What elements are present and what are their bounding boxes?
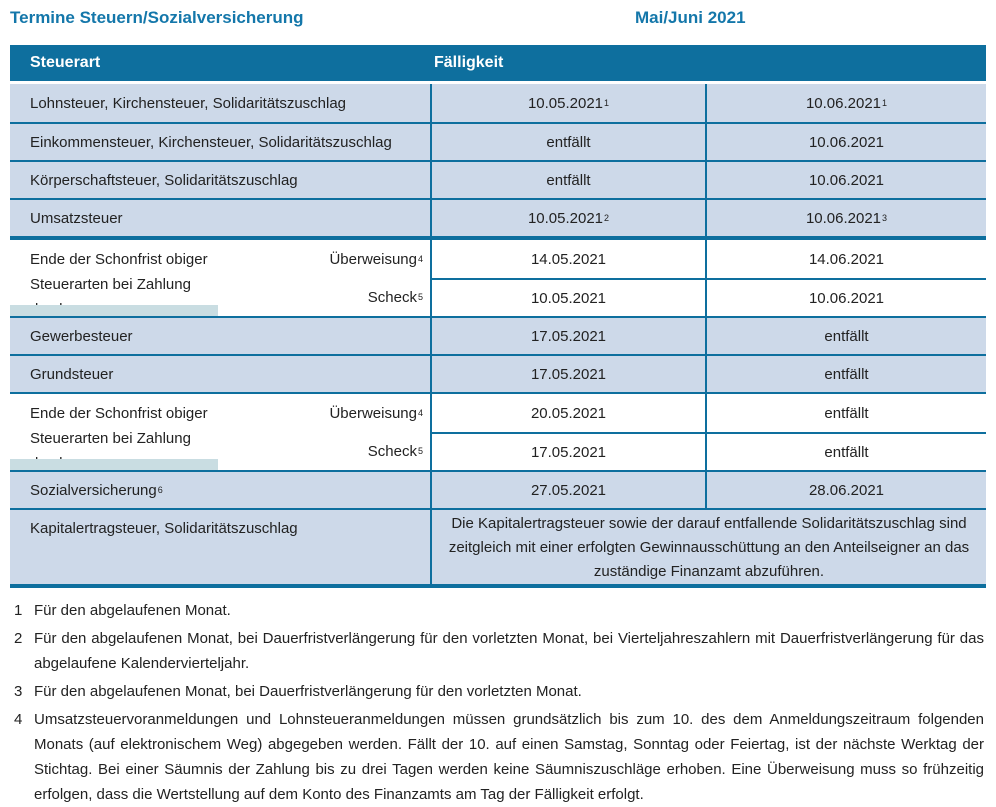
cell-label: Grundsteuer	[30, 365, 114, 383]
footnote-text: Umsatzsteuervoranmeldungen und Lohnsteueranmeldungen müssen grundsätzlich bis zum 10. des dem Anmeldungszeitraum folgenden Monats (auf elektronischem Weg) abgegeben werden. Fällt der 10. auf einen Samstag, Sonntag oder Feiertag, ist der nächste Werktag der Stichtag. Bei einer Säumnis der Zahlung bis zu drei Tagen werden keine Säumniszuschläge erhoben. Eine Überweisung muss so frühzeitig erfolgen, dass die Wertstellung auf dem Konto des Finanzamts am Tag der Fälligkeit erfolgt.	[34, 711, 984, 803]
page-period: Mai/Juni 2021	[635, 8, 746, 27]
footnote-text: Für den abgelaufenen Monat, bei Dauerfristverlängerung für den vorletzten Monat, bei Vierteljahreszahlern mit Dauerfristverlängerung für das abgelaufene Kalendervierteljahr.	[34, 630, 984, 672]
footnote-item	[10, 707, 986, 807]
cell-date-june: 10.06.2021 3	[705, 200, 986, 236]
cell-date-may: 10.05.2021	[430, 278, 705, 316]
cell-date-may: 17.05.2021	[430, 356, 705, 392]
cell-date-may: 14.05.2021	[430, 240, 705, 278]
title-row	[10, 8, 986, 45]
cell-date-june: entfällt	[705, 432, 986, 470]
highlight-bar	[10, 305, 218, 316]
highlight-bar	[10, 459, 218, 470]
cell-label: Lohnsteuer, Kirchensteuer, Solidaritätszuschlag	[30, 94, 347, 112]
schonfrist-block-2	[10, 392, 986, 470]
cell-date-june: entfällt	[705, 318, 986, 354]
row-koerperschaftsteuer	[10, 160, 986, 198]
row-kapitalertragsteuer	[10, 508, 986, 584]
cell-label: Gewerbesteuer	[30, 327, 133, 345]
method-scheck: Scheck 5	[367, 288, 423, 306]
cell-date-may: 20.05.2021	[430, 394, 705, 432]
cell-date-may: 27.05.2021	[430, 472, 705, 508]
schonfrist-label: Ende der Schonfrist obiger Steuerarten bei Zahlung	[30, 405, 208, 447]
cell-date-june: 10.06.2021	[705, 124, 986, 160]
schonfrist-block-1	[10, 236, 986, 316]
footnote-number: 1	[14, 602, 23, 619]
cell-date-may: entfällt	[430, 162, 705, 198]
cell-date-may: 17.05.2021	[430, 432, 705, 470]
row-umsatzsteuer	[10, 198, 986, 236]
footnote-text: Für den abgelaufenen Monat, bei Dauerfristverlängerung für den vorletzten Monat.	[34, 683, 582, 700]
footnote-text: Für den abgelaufenen Monat.	[34, 602, 231, 619]
footnote-item	[10, 679, 986, 704]
header-col-steuerart: Steuerart	[30, 54, 101, 71]
footnote-number: 4	[14, 711, 23, 728]
cell-date-may: 10.05.2021 2	[430, 200, 705, 236]
footnote-item	[10, 626, 986, 676]
cell-date-june: 10.06.2021 1	[705, 84, 986, 122]
method-ueberweisung: Überweisung 4	[329, 250, 423, 268]
cell-label: Umsatzsteuer	[30, 209, 123, 227]
cell-date-june: 28.06.2021	[705, 472, 986, 508]
cell-date-june: entfällt	[705, 394, 986, 432]
cell-date-june: entfällt	[705, 356, 986, 392]
cell-date-june: 14.06.2021	[705, 240, 986, 278]
method-scheck: Scheck 5	[367, 442, 423, 460]
tax-table	[10, 45, 986, 588]
cell-label: Einkommensteuer, Kirchensteuer, Solidaritätszuschlag	[30, 133, 392, 151]
cell-date-may: 17.05.2021	[430, 318, 705, 354]
row-grundsteuer	[10, 354, 986, 392]
row-lohnsteuer	[10, 84, 986, 122]
page-title: Termine Steuern/Sozialversicherung	[10, 8, 304, 27]
cell-date-may: 10.05.2021 1	[430, 84, 705, 122]
cell-date-june: 10.06.2021	[705, 162, 986, 198]
method-ueberweisung: Überweisung 4	[329, 404, 423, 422]
cell-label: Kapitalertragsteuer, Solidaritätszuschlag	[30, 520, 298, 537]
cell-label: Sozialversicherung 6	[30, 481, 163, 499]
cell-date-may: entfällt	[430, 124, 705, 160]
footnote-item	[10, 598, 986, 623]
cell-note: Die Kapitalertragsteuer sowie der darauf entfallende Solidaritätszuschlag sind zeitgleich mit einer erfolgten Gewinnausschüttung an den Anteilseigner an das zuständige Finanzamt abzuführen.	[430, 510, 986, 586]
cell-label: Körperschaftsteuer, Solidaritätszuschlag	[30, 171, 298, 189]
schonfrist-label: Ende der Schonfrist obiger Steuerarten bei Zahlung	[30, 251, 208, 293]
row-einkommensteuer	[10, 122, 986, 160]
footnote-number: 3	[14, 683, 23, 700]
footnotes	[10, 598, 986, 807]
footnote-number: 2	[14, 630, 23, 647]
table-header	[10, 45, 986, 81]
header-col-faelligkeit: Fälligkeit	[434, 54, 504, 71]
cell-date-june: 10.06.2021	[705, 278, 986, 316]
